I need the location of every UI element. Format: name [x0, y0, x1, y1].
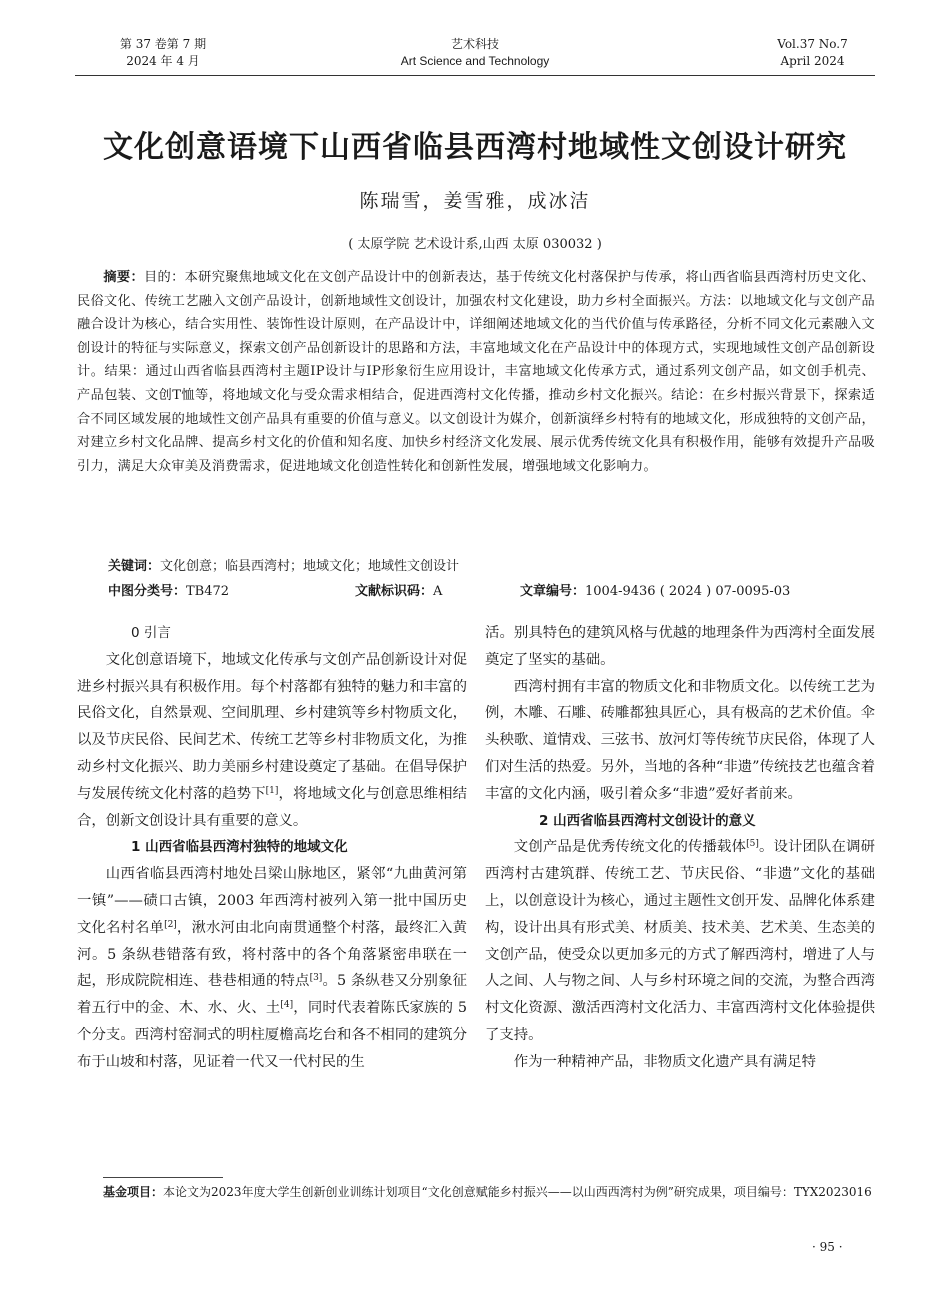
- footnote-text: 本论文为2023年度大学生创新创业训练计划项目“文化创意赋能乡村振兴——以山西西湾村为例”研究成果，项目编号：TYX2023016: [163, 1185, 872, 1199]
- body-column-left: [77, 620, 467, 1076]
- header-volume-cn: 第 37 卷第 7 期: [119, 37, 207, 51]
- paper-title: 文化创意语境下山西省临县西湾村地域性文创设计研究: [103, 130, 847, 165]
- article-number: [520, 580, 790, 599]
- clc-label: 中图分类号：: [108, 584, 187, 599]
- paragraph-section2-next: 作为一种精神产品，非物质文化遗产具有满足特: [513, 1053, 817, 1070]
- header-divider: [75, 75, 875, 76]
- paragraph-intro: 文化创意语境下，地域文化传承与文创产品创新设计对促进乡村振兴具有积极作用。每个村落都有独特的魅力和丰富的民俗文化，自然景观、空间肌理、乡村建筑等乡村物质文化，以及节庆民俗、民间艺术、传统工艺等乡村非物质文化，为推动乡村文化振兴、助力美丽乡村建设奠定了基础。在倡导保护与发展传统文化村落的趋势下[1]，将地域文化与创意思维相结合，创新文创设计具有重要的意义。: [77, 651, 467, 829]
- section-heading-intro: 0 引言: [131, 625, 171, 641]
- citation-5: [5]: [746, 839, 759, 850]
- footnote-label: 基金项目：: [103, 1185, 164, 1199]
- citation-1: [1]: [265, 785, 279, 796]
- keywords-text: 文化创意；临县西湾村；地域文化；地域性文创设计: [160, 559, 460, 574]
- section-heading-1: 1 山西省临县西湾村独特的地域文化: [131, 839, 348, 856]
- header-date-en: April 2024: [780, 54, 845, 68]
- header-volume-en-text: Vol.37 No.7: [777, 37, 848, 51]
- abstract-label: 摘要：: [103, 270, 145, 285]
- abstract-text: 目的：本研究聚焦地域文化在文创产品设计中的创新表达，基于传统文化村落保护与传承，将山西省临县西湾村历史文化、民俗文化、传统工艺融入文创产品设计，创新地域性文创设计，加强农村文化建设，助力乡村全面振兴。方法：以地域文化与文创产品融合设计为核心，结合实用性、装饰性设计原则，在产品设计中，详细阐述地域文化的当代价值与传承路径，分析不同文化元素融入文创设计的特征与实际意义，探索文创产品创新设计的思路和方法，丰富地域文化在产品设计中的体现方式，实现地域性文创产品创新设计。结果：通过山西省临县西湾村主题IP设计与IP形象衍生应用设计，丰富地域文化传承方式，通过系列文创产品，如文创手机壳、产品包装、文创T恤等，将地域文化与受众需求相结合，促进西湾村文化传播，推动乡村文化振兴。结论：在乡村振兴背景下，探索适合不同区域发展的地域性文创产品具有重要的价值与意义。以文创设计为媒介，创新演绎乡村特有的地域文化，形成独特的文创产品，对建立乡村文化品牌、提高乡村文化的价值和知名度、加快乡村经济文化发展、展示优秀传统文化具有积极作用，能够有效提升产品吸引力，满足大众审美及消费需求，促进地域文化创造性转化和创新性发展，增强地域文化影响力。: [77, 270, 875, 474]
- header-volume-en: [760, 36, 865, 70]
- header-volume-issue: [108, 36, 218, 70]
- paper-affiliation: ( 太原学院 艺术设计系,山西 太原 030032 ): [348, 237, 602, 252]
- paragraph-section1-culture: 西湾村拥有丰富的物质文化和非物质文化。以传统工艺为例，木雕、石雕、砖雕都独具匠心，具有极高的艺术价值。伞头秧歌、道情戏、三弦书、放河灯等传统节庆民俗，体现了人们对生活的热爱。另外，当地的各种“非遗”传统技艺也蕴含着丰富的文化内涵，吸引着众多“非遗”爱好者前来。: [485, 678, 875, 802]
- header-journal-en: Art Science and Technology: [400, 54, 550, 68]
- header-date-cn: 2024 年 4 月: [126, 54, 200, 68]
- citation-3: [3]: [309, 973, 323, 984]
- keywords-label: 关键词：: [108, 559, 161, 574]
- paragraph-section1-continued: 活。别具特色的建筑风格与优越的地理条件为西湾村全面发展奠定了坚实的基础。: [485, 625, 875, 668]
- keywords: [108, 555, 459, 574]
- clc-value: TB472: [186, 584, 230, 599]
- article-number-label: 文章编号：: [520, 584, 586, 599]
- footnote-funding: [103, 1184, 878, 1201]
- header-journal-cn: 艺术科技: [450, 37, 499, 51]
- body-column-right: [485, 620, 875, 1076]
- footnote-divider: [103, 1177, 223, 1178]
- doc-code-value: A: [433, 584, 443, 599]
- citation-4: [4]: [280, 1000, 294, 1011]
- paragraph-section2: 文创产品是优秀传统文化的传播载体[5]。设计团队在调研西湾村古建筑群、传统工艺、节庆民俗、“非遗”文化的基础上，以创意设计为核心，通过主题性文创开发、品牌化体系建构，设计出具有形式美、材质美、技术美、艺术美、生态美的文创产品，使受众以更加多元的方式了解西湾村，增进了人与人之间、人与物之间、人与乡村环境之间的交流，为整合西湾村文化资源、激活西湾村文化活力、丰富西湾村文化体验提供了支持。: [485, 839, 875, 1043]
- article-number-value: 1004-9436 ( 2024 ) 07-0095-03: [585, 584, 791, 599]
- paragraph-section1: 山西省临县西湾村地处吕梁山脉地区，紧邻“九曲黄河第一镇”——碛口古镇，2003 年西湾村被列入第一批中国历史文化名村名单[2]，湫水河由北向南贯通整个村落，最终汇入黄河。5 条纵巷错落有致，将村落中的各个角落紧密串联在一起，形成院院相连、巷巷相通的特点[3]。5 条纵巷又分别象征着五行中的金、木、水、火、土[4]，同时代表着陈氏家族的 5 个分支。西湾村窑洞式的明柱厦檐高圪台和各不相同的建筑分布于山坡和村落，见证着一代又一代村民的生: [77, 866, 467, 1070]
- abstract: [77, 266, 875, 478]
- paper-authors: 陈瑞雪，姜雪雅，成冰洁: [359, 190, 591, 212]
- page-number: · 95 ·: [812, 1240, 843, 1254]
- header-journal: [375, 36, 575, 70]
- section-heading-2: 2 山西省临县西湾村文创设计的意义: [539, 812, 756, 829]
- clc-number: [108, 580, 229, 599]
- citation-2: [2]: [164, 919, 177, 930]
- document-code: [355, 580, 442, 599]
- doc-code-label: 文献标识码：: [355, 584, 434, 599]
